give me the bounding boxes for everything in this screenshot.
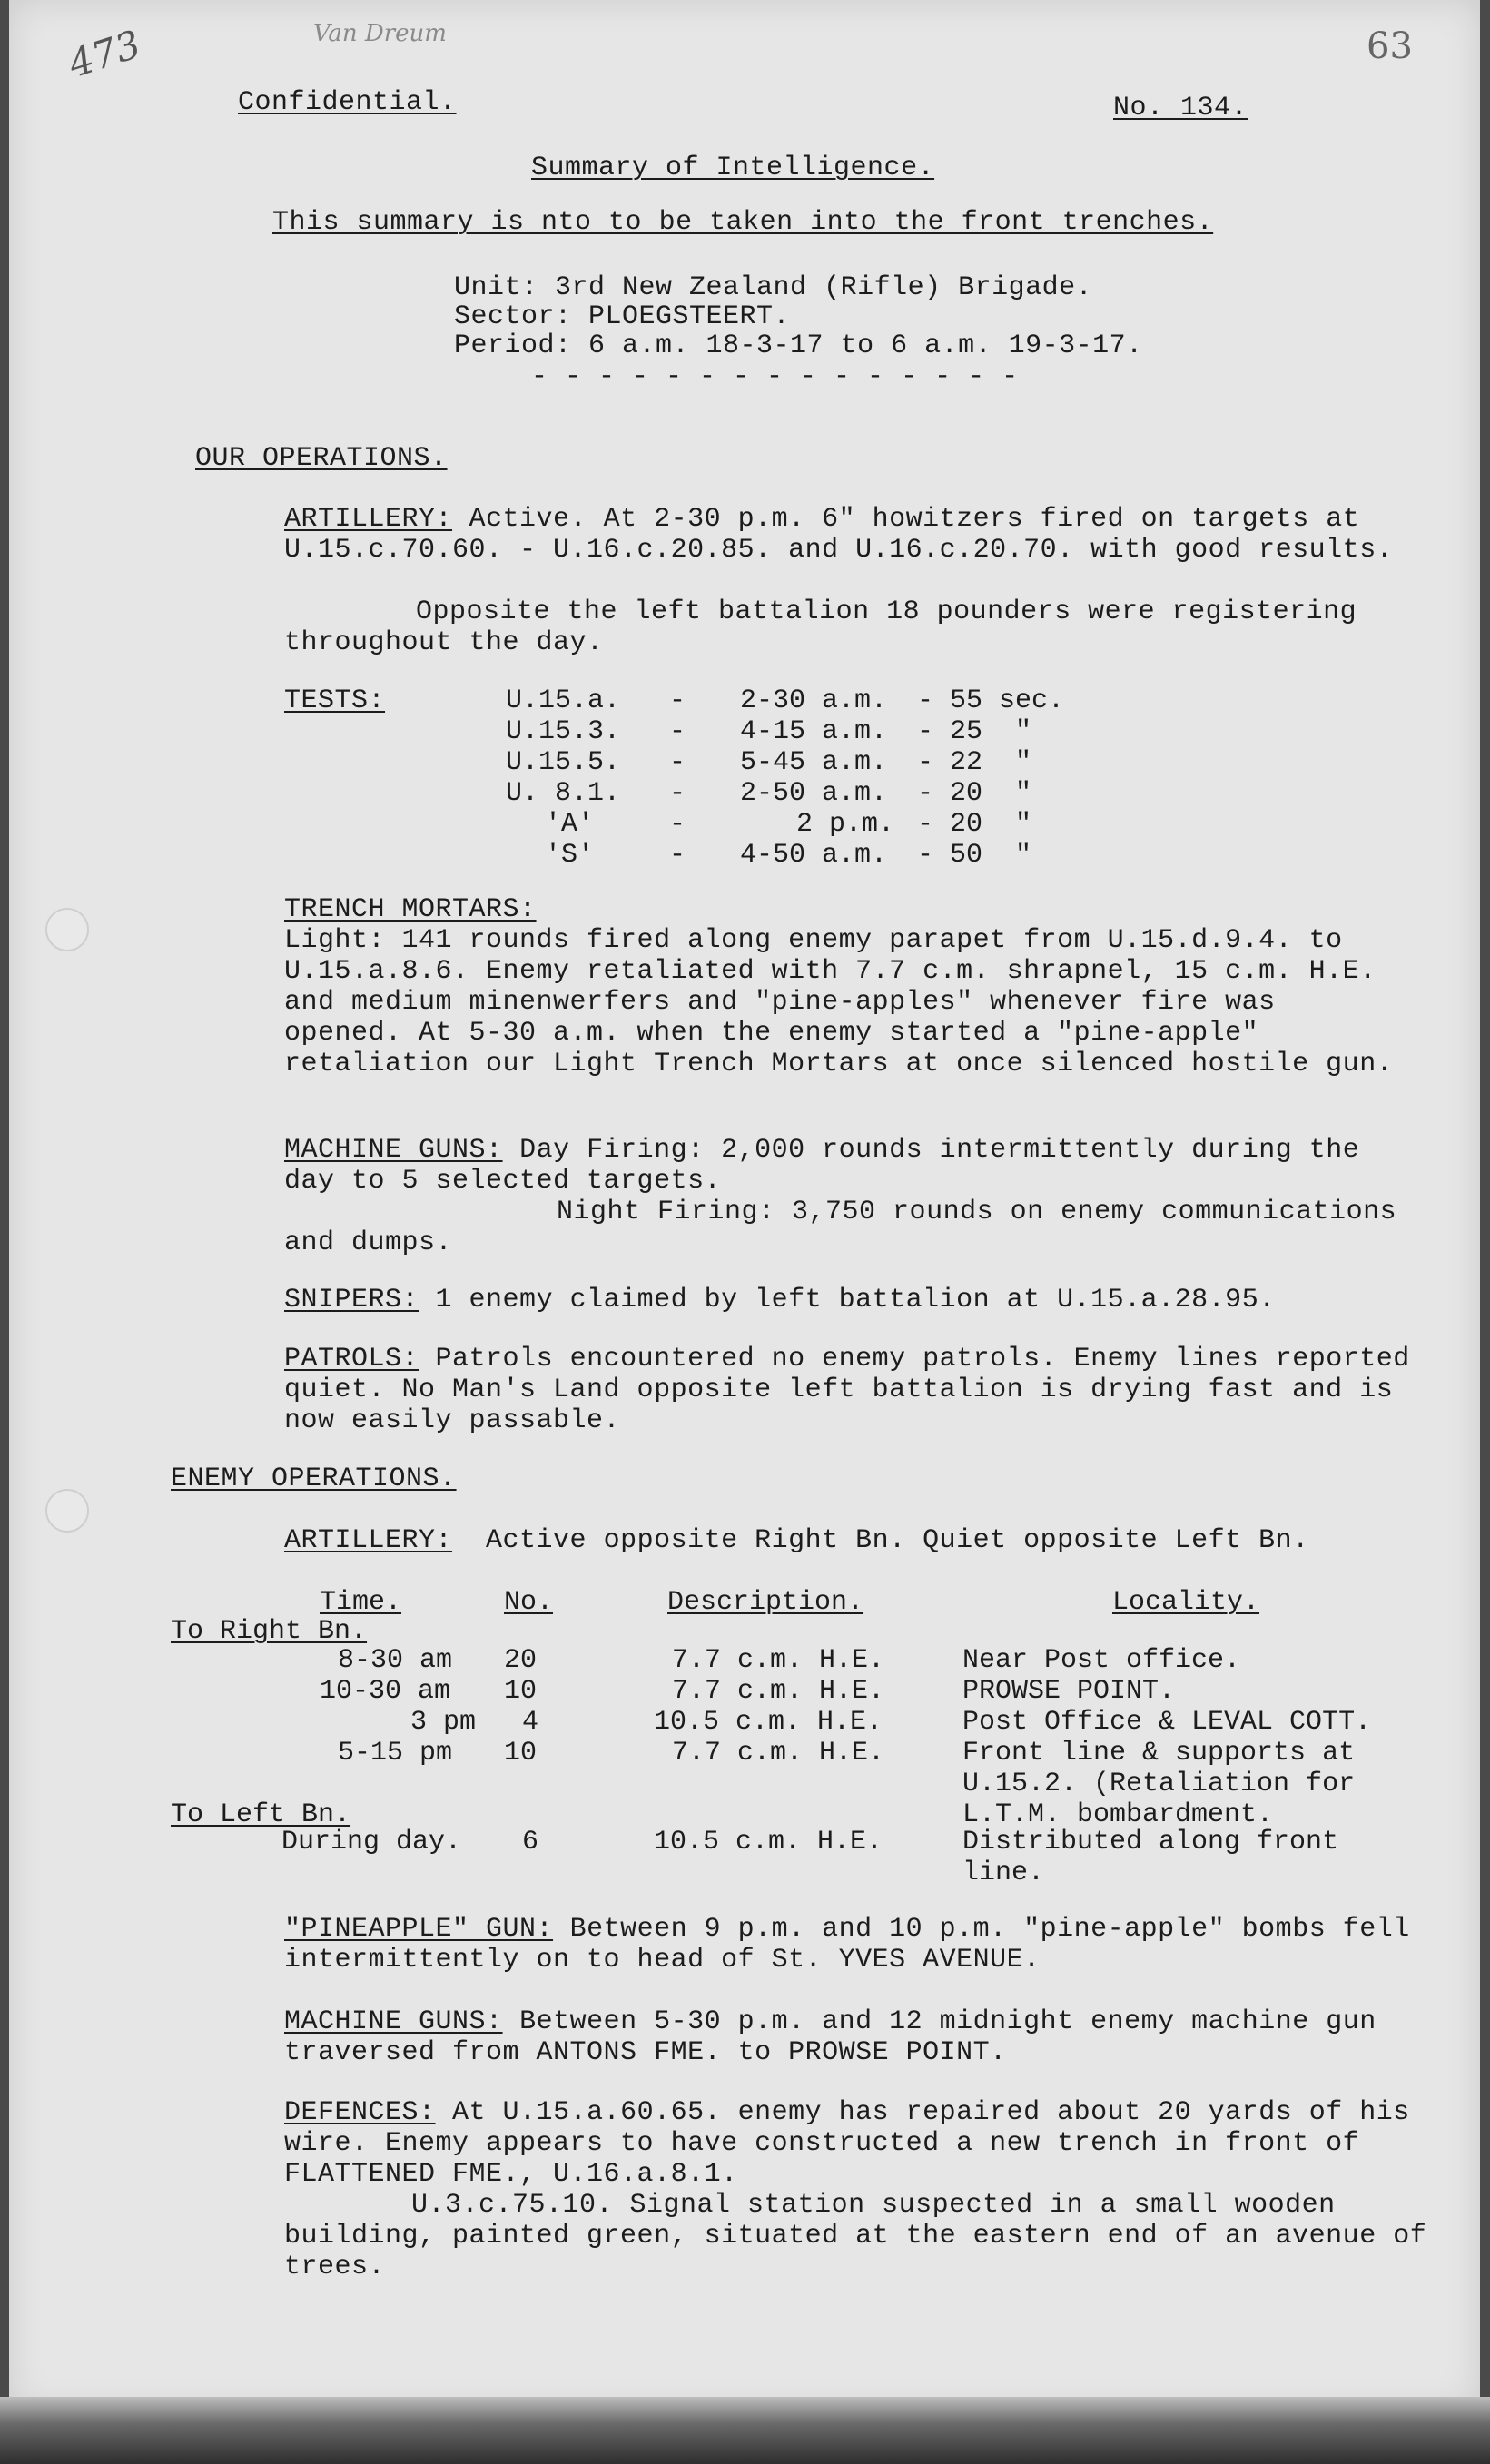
table-row-no: 10 [504, 1676, 538, 1707]
table-row-no: 20 [504, 1645, 538, 1676]
enemy-artillery-label: ARTILLERY: [284, 1525, 453, 1556]
test-time: 5-45 a.m. [740, 747, 888, 778]
table-row-loc: Post Office & LEVAL COTT. [962, 1707, 1372, 1738]
test-duration: - 20 " [917, 809, 1032, 840]
trench-mortars-label: TRENCH MORTARS: [284, 894, 537, 925]
our-operations-heading: OUR OPERATIONS. [195, 443, 448, 474]
table-row-time: 8-30 am [338, 1645, 453, 1676]
rule: - - - - - - - - - - - - - - - [531, 361, 1019, 392]
defences-para-2: U.3.c.75.10. Signal station suspected in a small wooden building, painted green, situated at the eastern end of an avenue of trees. [284, 2190, 1427, 2282]
table-row-no: 10 [504, 1738, 538, 1769]
snipers-para: SNIPERS: 1 enemy claimed by left battalion at U.15.a.28.95. [284, 1285, 1276, 1316]
table-row-no: 6 [522, 1827, 539, 1858]
table-row-desc: 10.5 c.m. H.E. [654, 1707, 883, 1738]
punch-hole [45, 1489, 89, 1533]
test-dash: - [669, 747, 686, 778]
test-time: 2 p.m. [796, 809, 895, 840]
table-row-loc: PROWSE POINT. [962, 1676, 1176, 1707]
test-ref: U.15.3. [506, 716, 621, 747]
enemy-operations-heading: ENEMY OPERATIONS. [171, 1464, 457, 1494]
page-bottom-edge [0, 2397, 1490, 2464]
machine-guns-night: Night Firing: 3,750 rounds on enemy communications and dumps. [284, 1197, 1397, 1258]
machine-guns-label: MACHINE GUNS: [284, 1135, 503, 1166]
trench-mortars-text: Light: 141 rounds fired along enemy parapet from U.15.d.9.4. to U.15.a.8.6. Enemy retaliated with 7.7 c.m. shrapnel, 15 c.m. H.E. and medium minenwerfers and "pine-apples" whenever fire was opened. At 5-30 a.m. when the enemy started a "pine-apple" retaliation our Light Trench Mortars at once silenced hostile gun. [284, 925, 1394, 1079]
handwritten-note: Van Dreum [313, 20, 447, 47]
test-duration: - 55 sec. [917, 685, 1065, 716]
table-row-desc: 7.7 c.m. H.E. [672, 1645, 885, 1676]
test-time: 4-50 a.m. [740, 840, 888, 871]
left-bn-label: To Left Bn. [171, 1799, 351, 1830]
warning: This summary is nto to be taken into the front trenches. [272, 207, 1214, 238]
col-time: Time. [320, 1587, 402, 1618]
period: Period: 6 a.m. 18-3-17 to 6 a.m. 19-3-17. [454, 330, 1143, 361]
col-no: No. [504, 1587, 554, 1618]
artillery-label: ARTILLERY: [284, 504, 453, 535]
table-row-desc: 7.7 c.m. H.E. [672, 1738, 885, 1769]
page-title: Summary of Intelligence. [531, 153, 935, 183]
col-description: Description. [667, 1587, 864, 1618]
enemy-mg-label: MACHINE GUNS: [284, 2006, 503, 2037]
machine-guns-para: MACHINE GUNS: Day Firing: 2,000 rounds intermittently during the day to 5 selected targets. [284, 1135, 1360, 1197]
col-locality: Locality. [1112, 1587, 1260, 1618]
patrols-para: PATROLS: Patrols encountered no enemy patrols. Enemy lines reported quiet. No Man's Land opposite left battalion is drying fast and is now easily passable. [284, 1344, 1410, 1436]
table-row-desc: 7.7 c.m. H.E. [672, 1676, 885, 1707]
test-dash: - [669, 809, 686, 840]
archive-number: 473 [63, 21, 146, 87]
test-ref: U.15.5. [506, 747, 621, 778]
sector: Sector: PLOEGSTEERT. [454, 301, 791, 332]
page-number: 63 [1367, 25, 1413, 67]
test-time: 4-15 a.m. [740, 716, 888, 747]
classification: Confidential. [238, 87, 457, 118]
table-row-time: 5-15 pm [338, 1738, 453, 1769]
artillery-para-2: Opposite the left battalion 18 pounders were registering throughout the day. [284, 596, 1357, 658]
snipers-label: SNIPERS: [284, 1285, 419, 1316]
table-row-desc: 10.5 c.m. H.E. [654, 1827, 883, 1858]
doc-number: No. 134. [1113, 93, 1248, 123]
table-row-loc: Front line & supports at U.15.2. (Retaliation for L.T.M. bombardment. [962, 1738, 1356, 1830]
table-row-loc: Distributed along front line. [962, 1827, 1339, 1888]
test-duration: - 20 " [917, 778, 1032, 809]
table-row-loc: Near Post office. [962, 1645, 1241, 1676]
unit: Unit: 3rd New Zealand (Rifle) Brigade. [454, 272, 1093, 303]
table-row-no: 4 [522, 1707, 539, 1738]
pineapple-label: "PINEAPPLE" GUN: [284, 1914, 554, 1945]
test-duration: - 22 " [917, 747, 1032, 778]
table-row-time: During day. [281, 1827, 462, 1858]
table-row-time: 3 pm [410, 1707, 477, 1738]
pineapple-para: "PINEAPPLE" GUN: Between 9 p.m. and 10 p.m. "pine-apple" bombs fell intermittently on to head of St. YVES AVENUE. [284, 1914, 1410, 1976]
table-row-time: 10-30 am [320, 1676, 451, 1707]
test-dash: - [669, 716, 686, 747]
enemy-artillery-para: ARTILLERY: Active opposite Right Bn. Quiet opposite Left Bn. [284, 1525, 1309, 1556]
punch-hole [45, 908, 89, 951]
test-duration: - 25 " [917, 716, 1032, 747]
test-duration: - 50 " [917, 840, 1032, 871]
test-time: 2-50 a.m. [740, 778, 888, 809]
right-bn-label: To Right Bn. [171, 1616, 368, 1647]
test-dash: - [669, 840, 686, 871]
tests-label: TESTS: [284, 685, 386, 716]
defences-para: DEFENCES: At U.15.a.60.65. enemy has repaired about 20 yards of his wire. Enemy appears to have constructed a new trench in front of FLATTENED FME., U.16.a.8.1. [284, 2097, 1410, 2190]
test-ref: U. 8.1. [506, 778, 621, 809]
test-dash: - [669, 778, 686, 809]
test-dash: - [669, 685, 686, 716]
patrols-label: PATROLS: [284, 1344, 419, 1375]
test-ref: U.15.a. [506, 685, 621, 716]
test-ref: 'S' [545, 840, 595, 871]
test-time: 2-30 a.m. [740, 685, 888, 716]
test-ref: 'A' [545, 809, 595, 840]
enemy-mg-para: MACHINE GUNS: Between 5-30 p.m. and 12 midnight enemy machine gun traversed from ANTONS FME. to PROWSE POINT. [284, 2006, 1377, 2068]
artillery-para: ARTILLERY: Active. At 2-30 p.m. 6" howitzers fired on targets at U.15.c.70.60. - U.16.c.20.85. and U.16.c.20.70. with good results. [284, 504, 1394, 566]
defences-label: DEFENCES: [284, 2097, 436, 2128]
